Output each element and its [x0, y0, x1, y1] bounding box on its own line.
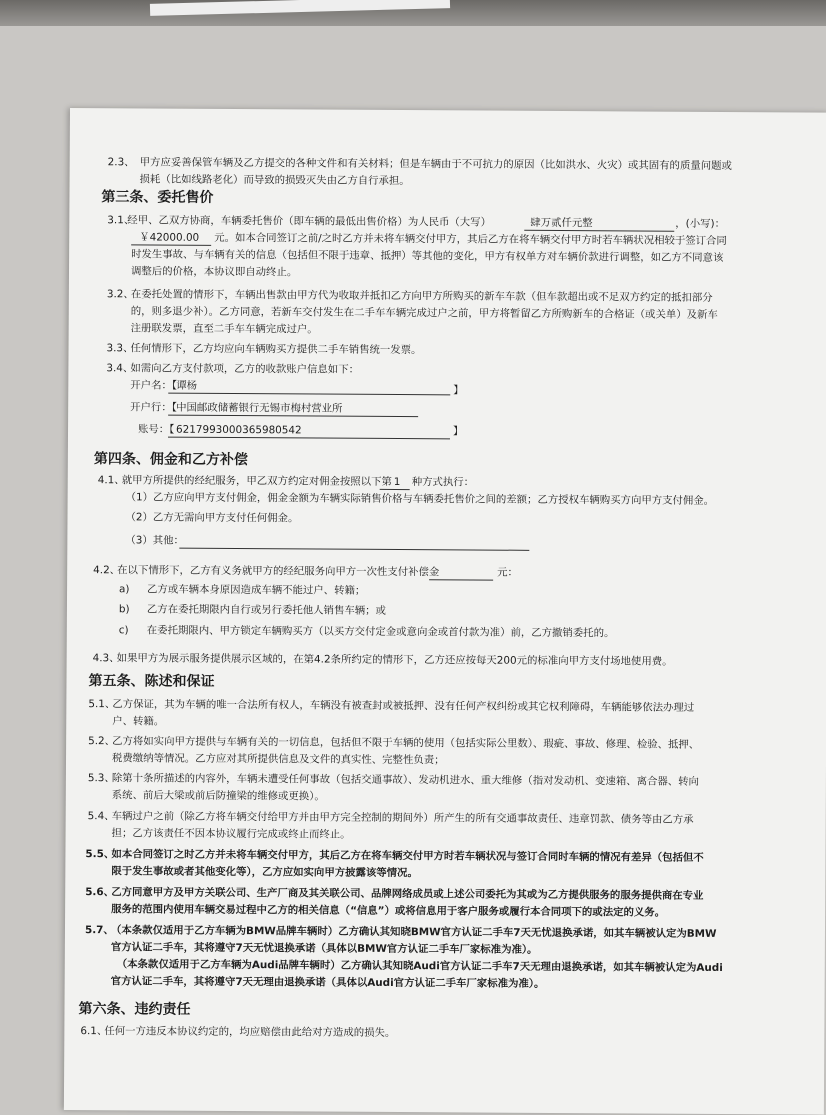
clause-text: 户、转籍。: [112, 715, 165, 728]
clause-text: 甲方应妥善保管车辆及乙方提交的各种文件和有关材料；但是车辆由于不可抗力的原因（比如洪水、火灾）或其固有的质量问题或: [139, 156, 732, 173]
section-heading: 第五条、陈述和保证: [88, 673, 215, 690]
account-number-value: 6217993000365980542: [176, 423, 302, 437]
clause-text: 在委托处置的情形下，车辆出售款由甲方代为收取并抵扣乙方向甲方所购买的新车车款（但车款超出或不足双方约定的抵扣部分: [130, 288, 713, 304]
clause-number: 4.1、: [97, 474, 125, 487]
option-text: （3）其他：: [125, 534, 184, 547]
clause-text: 如需向乙方支付款项，乙方的收款账户信息如下：: [130, 362, 360, 376]
clause-text: 经甲、乙双方协商，车辆委托售价（即车辆的最低出售价格）为人民币（大写）: [127, 214, 492, 229]
amount-in-words: 肆万贰仟元整: [530, 216, 593, 230]
account-name-label: 开户名：【: [130, 379, 178, 392]
account-name-value: 谭杨: [176, 379, 198, 392]
clause-number: 5.4、: [87, 810, 115, 823]
account-name-line: [168, 393, 450, 396]
list-marker: b): [118, 603, 130, 616]
clause-text: （本条款仅适用于乙方车辆为Audi品牌车辆时）乙方确认其知晓Audi官方认证二手车7天无理由退换承诺，如其车辆被认定为Audi: [116, 958, 723, 975]
clause-text: （本条款仅适用于乙方车辆为BMW品牌车辆时）乙方确认其知晓BMW官方认证二手车7天无忧退换承诺，如其车辆被认定为BMW: [110, 924, 717, 940]
clause-text: 乙方同意甲方及甲方关联公司、生产厂商及其关联公司、品牌网络成员或上述公司委托为其或为乙方提供服务的服务提供商在专业: [111, 886, 704, 902]
clause-text: 系统、前后大梁或前后防撞梁的维修或更换）。: [111, 789, 325, 803]
clause-text: ，(小写)：: [675, 217, 726, 231]
clause-text: 税费缴纳等情况。乙方应对其所提供信息及文件的真实性、完整性负责；: [111, 752, 445, 767]
clause-text: 乙方保证，其为车辆的唯一合法所有权人，车辆没有被查封或被抵押、没有任何产权纠纷或其它权利障碍，车辆能够依法办理过: [112, 698, 695, 714]
bracket-close: 】: [453, 384, 464, 397]
commission-option-choice: 1: [393, 475, 401, 489]
list-marker: a): [119, 583, 130, 596]
clause-text: 官方认证二手车，其将遵守7天无忧退换承诺（具体以BMW官方认证二手车厂家标准为准）。: [110, 941, 538, 956]
contract-page: [64, 108, 826, 1115]
account-number-label: 账号：【: [138, 423, 175, 436]
clause-number: 5.3、: [87, 772, 115, 785]
clause-number: 5.2、: [88, 735, 116, 748]
list-item: 乙方或车辆本身原因造成车辆不能过户、转籍；: [147, 583, 366, 597]
clause-text: 服务的范围内使用车辆交易过程中乙方的相关信息（“信息”）或将信息用于客户服务或履行本合同项下的或法定的义务。: [111, 903, 666, 919]
option-text: （1）乙方应向甲方支付佣金，佣金金额为车辆实际销售价格与车辆委托售价之间的差额；乙方授权车辆购买方向甲方支付佣金。: [125, 491, 715, 507]
clause-text: 元：: [497, 566, 518, 579]
clause-number: 3.3、: [106, 342, 134, 355]
section-heading: 第六条、违约责任: [78, 1001, 191, 1018]
clause-number: 5.6、: [85, 886, 115, 899]
bracket-close: 】: [452, 425, 464, 438]
clause-text: 担；乙方该责任不因本协议履行完成或终止而终止。: [111, 827, 351, 841]
clause-text: 时发生事故、与车辆有关的信息（包括但不限于违章、抵押）等其他的变化，甲方有权单方对车辆价款进行调整，如乙方不同意该: [131, 248, 724, 264]
clause-text: 官方认证二手车，其将遵守7天无理由退换承诺（具体以Audi官方认证二手车厂家标准为准）。: [110, 975, 545, 990]
option-text: （2）乙方无需向甲方支付任何佣金。: [125, 511, 299, 525]
commission-option-line: [380, 489, 410, 490]
clause-number: 2.3、: [107, 156, 135, 169]
clause-text: 限于发生事故或者其他变化等），乙方应如实向甲方披露该等情况。: [111, 865, 418, 880]
section-heading: 第三条、委托售价: [101, 189, 214, 206]
clause-number: 4.3、: [92, 652, 120, 665]
list-item: 乙方在委托期限内自行或另行委托他人销售车辆；或: [146, 603, 386, 617]
clause-number: 4.2、: [93, 564, 121, 577]
clause-text: 种方式执行：: [411, 476, 475, 489]
clause-number: 5.5、: [85, 848, 115, 861]
amount-in-figures: ￥42000.00: [139, 231, 200, 244]
section-heading: 第四条、佣金和乙方补偿: [93, 451, 248, 469]
clause-text: 在以下情形下，乙方有义务就甲方的经纪服务向甲方一次性支付补偿金: [117, 564, 440, 579]
clause-number: 5.7、: [84, 924, 114, 937]
clause-number: 3.4、: [106, 362, 134, 375]
clause-text: 的，则多退少补）。乙方同意，若新车交付发生在二手车车辆完成过户之前，甲方将暂留乙方所购新车的合格证（或关单）及新车: [130, 305, 718, 321]
clause-text: 如本合同签订之时乙方并未将车辆交付甲方，其后乙方在将车辆交付甲方时若车辆状况与签订合同时车辆的情况有差异（包括但不: [111, 848, 704, 864]
account-bank-value: 中国邮政储蓄银行无锡市梅村营业所: [176, 401, 343, 415]
clause-text: 就甲方所提供的经纪服务，甲乙双方约定对佣金按照以下第: [121, 474, 392, 488]
clause-text: 乙方将如实向甲方提供与车辆有关的一切信息，包括但不限于车辆的使用（包括实际公里数）、瑕疵、事故、修理、检验、抵押、: [112, 735, 700, 751]
list-marker: c): [118, 624, 129, 637]
clause-number: 5.1、: [88, 698, 116, 711]
clause-text: 调整后的价格，本协议即自动终止。: [130, 265, 298, 279]
clause-text: 如果甲方为展示服务提供展示区域的，在第4.2条所约定的情形下，乙方还应按每天200元的标准向甲方支付场地使用费。: [116, 652, 673, 668]
clause-text: 损耗（比如线路老化）而导致的损毁灭失由乙方自行承担。: [139, 173, 410, 188]
clause-text: 元。如本合同签订之前/之时乙方并未将车辆交付甲方，其后乙方在将车辆交付甲方时若车辆状况相较于签订合同: [214, 231, 727, 248]
list-item: 在委托期限内、甲方锁定车辆购买方（以买方交付定金或意向金或首付款为准）前，乙方撤销委托的。: [146, 624, 615, 640]
clause-text: 除第十条所描述的内容外，车辆未遭受任何事故（包括交通事故）、发动机进水、重大维修（指对发动机、变速箱、离合器、转向: [111, 772, 699, 788]
clause-text: 注册联发票，直至二手车车辆完成过户。: [130, 322, 318, 336]
other-option-line: [179, 548, 529, 551]
clause-text: 任何一方违反本协议约定的，均应赔偿由此给对方造成的损失。: [104, 1025, 396, 1040]
clause-number: 6.1、: [80, 1025, 108, 1038]
account-bank-label: 开户行：【: [130, 401, 177, 414]
clause-text: 车辆过户之前（除乙方将车辆交付给甲方并由甲方完全控制的期间外）所产生的所有交通事故责任、违章罚款、债务等由乙方承: [111, 810, 694, 826]
clause-number: 3.2、: [106, 288, 134, 301]
clause-number: 3.1、: [107, 214, 135, 227]
clause-text: 任何情形下，乙方均应向车辆购买方提供二手车销售统一发票。: [130, 342, 422, 357]
